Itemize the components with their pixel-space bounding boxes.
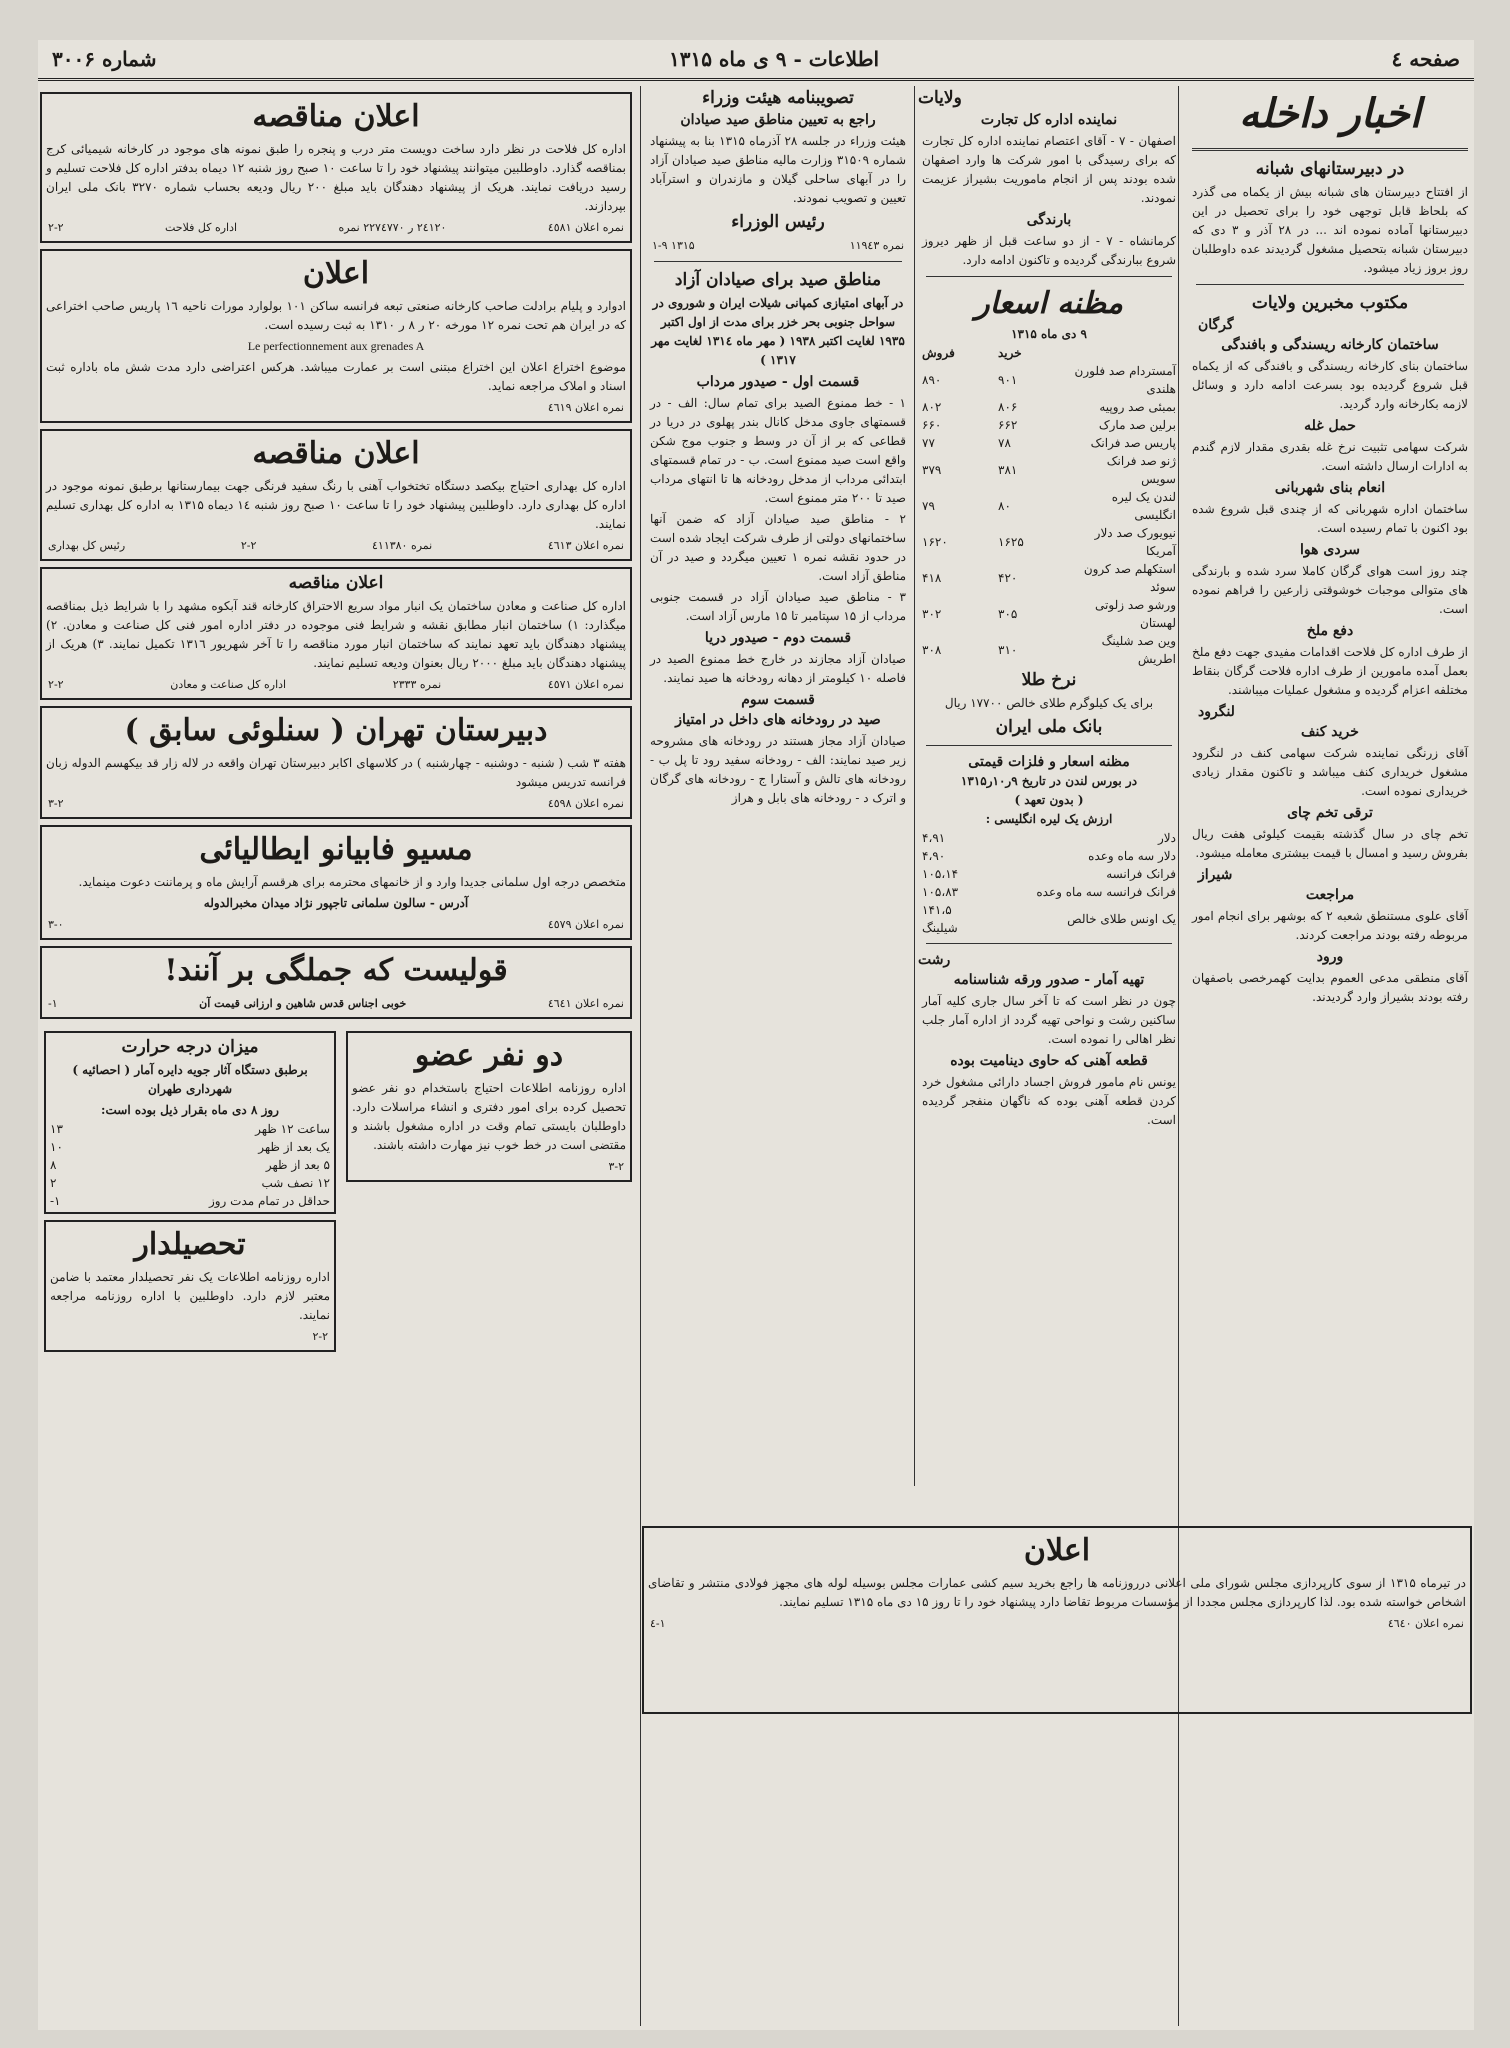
ad-body: ادوارد و پلیام برادلت صاحب کارخانه صنعتی تبعه فرانسه ساکن ۱۰۱ بولوارد مورات ناحیه ۱٦ پاریس صاحب اختراعی که در ایران هم تحت نمره ۱۲ مورخه ۲۰ ر ۸ ر ۱۳۱۰ به ثبت رسیده است. [46,299,626,332]
city-heading: لنگرود [1198,704,1235,720]
ad-patent [40,249,632,423]
article-body: آقای زرنگی نماینده شرکت سهامی کنف در لنگرود مشغول خریداری کنف میباشد و تاکنون مقدار زیادی خریداری نموده است. [1192,746,1468,798]
part-heading: قسمت اول - صیدور مرداب [696,374,860,390]
ad-code: ۲-۲ [240,539,257,552]
table-row [918,524,1180,560]
article-title: قطعه آهنی که حاوی دینامیت بوده [950,1053,1148,1069]
official-title: مظنه اسعار و فلزات قیمتی [968,754,1130,770]
provinces-rates-column [918,86,1180,1486]
ad-dept: اداره کل صناعت و معادن [170,678,287,691]
row-value-sell: ۴۱۸ [922,571,942,585]
ad-school [40,706,632,819]
ad-title: اعلان [302,256,370,291]
row-value-buy: ۴۲۰ [998,571,1018,585]
section-heading: مکتوب مخبرین ولایات [1251,293,1409,313]
row-value-sell: ۳۷۹ [922,463,942,477]
domestic-news-column [1188,86,1472,2026]
ad-tender-health [40,429,632,561]
article-title: ترقی تخم چای [1287,805,1373,821]
article-body: یونس نام مامور فروش اجساد دارائی مشغول خرد کردن قطعه آهنی بوده که ناگهان منفجر گردیده است. [922,1075,1176,1127]
ad-tender-industry [40,567,632,700]
table-row [918,847,1180,865]
row-value-buy: ۳۸۱ [998,463,1018,477]
decree-column [646,86,910,1686]
row-value-v: ۲ [50,1176,57,1190]
ad-number: نمره اعلان ٤٥۷۹ [547,918,624,931]
ad-body: متخصص درجه اول سلمانی جدیدا وارد و از خانمهای محترمه برای هرقسم آرایش ماه و پرماننت دعوت مینماید. [78,875,626,889]
ad-row-left [42,1025,338,1358]
row-label: برلین صد مارک [1098,418,1176,432]
table-row [46,1156,334,1174]
row-label: ۵ بعد از ظهر [265,1158,330,1172]
ad-number: نمره اعلان ٤٥۷۱ [547,678,624,691]
row-label: فرانک فرانسه سه ماه وعده [1036,885,1176,899]
ads-column [38,86,634,2026]
article-title: نماینده اداره کل تجارت [980,112,1118,128]
row-value-sell: ۷۷ [922,436,935,450]
ad-footer [48,915,624,934]
ad-collector [44,1220,336,1352]
no-commitment: ( بدون تعهد ) [1014,793,1084,807]
ad-title: دبیرستان تهران ( سنلوئی سابق ) [124,713,548,748]
divider [926,276,1172,277]
row-label: ۱۲ نصف شب [261,1176,330,1190]
ad-shahin [40,946,632,1019]
ad-body: اداره روزنامه اطلاعات یک نفر تحصیلدار معتمد با ضامن معتبر لازم دارد. داوطلبین با اداره روزنامه مراجعه نمایند. [50,1270,330,1322]
table-row [46,1120,334,1138]
ad-number: نمره اعلان ٤٦٤۱ [547,997,624,1010]
ad-code: ۲-۲ [48,221,64,234]
table-row [918,596,1180,632]
ad-number: نمره اعلان ٤٦۱۳ [547,539,624,552]
ad-code: ۳-۰ [48,918,64,931]
buy-header: خرید [998,346,1022,360]
table-row [918,560,1180,596]
row-value-sell: ۸۹۰ [922,373,942,387]
ad-code: ۳-۲ [48,797,64,810]
article-body: از طرف اداره کل فلاحت اقدامات مفیدی جهت دفع ملخ بعمل آمده مامورین از طرف اداره فلاحت گرگان بنقاط مختلفه اعزام گردیده و مشغول عملیات میباشند. [1192,645,1468,697]
divider [654,261,902,262]
london-table [918,829,1180,937]
table-row [918,452,1180,488]
temperature-box [44,1031,336,1214]
row-value-v: ۱۳ [50,1122,63,1136]
row-value-buy: ۱۶۲۵ [998,535,1024,549]
decree-footer [652,236,904,255]
ad-body: اداره کل فلاحت در نظر دارد ساخت دویست متر درب و پنجره را طبق نمونه های موجود در کارخانه شیمیائی کرج بمناقصه گذارد. داوطلبین میتوانند پیشنهاد خود را تا ساعت ۱۰ صبح روز شنبه ۱۲ دیماه بدفتر اداره کل فلاحت تسلیم و رسید دریافت نمایند. هریک از پیشنهاد دهندگان باید مبلغ ۲۰۰ ریال ودیعه بحساب شماره ۳۲۷۰ بانک ملی ایران بپردازند. [46,142,627,213]
ad-two-members [346,1031,632,1182]
column-rule [640,86,641,2026]
ad-footer [52,1327,328,1346]
page-header [38,40,1474,81]
row-value-buy: ۸۰ [998,499,1011,513]
ad-title: دو نفر عضو [414,1038,564,1073]
ad-body: در تیرماه ۱۳۱۵ از سوی کارپردازی مجلس شورای ملی اعلانی درروزنامه ها راجع بخرید سیم کشی عمارات مجلس بوسیله لوله های مجهز فولادی منتشر و تقاضای اشخاص خواسته شده بود. لذا کارپردازی مجلس مجددا از مؤسسات مربوط تقاضا دارد پیشنهاد خود را تا روز ۱۵ دی ماه ۱۳۱۵ تسلیم نمایند. [648,1576,1466,1609]
article-body: ۳ - مناطق صید صیادان آزاد در قسمت جنوبی مرداب از ۱۵ سپتامبر تا ۱۵ مارس آزاد است. [650,590,906,623]
ad-code: ۲-۲ [312,1330,328,1343]
ad-dept: اداره کل فلاحت [164,221,238,234]
table-header [918,344,1180,362]
table-row [46,1192,334,1210]
ad-body: خوبی اجناس قدس شاهین و ارزانی قیمت آن [199,997,407,1010]
table-row [918,434,1180,452]
ad-footer [650,1614,1464,1633]
gold-title: نرخ طلا [1021,670,1077,690]
ad-title: اعلان مناقصه [252,99,420,134]
article-body: هیئت وزراء در جلسه ۲۸ آذرماه ۱۳۱۵ بنا به پیشنهاد شماره ۳۱۵۰۹ وزارت مالیه مناطق صید صیادان آزاد را در آبهای ساحلی گیلان و مازندران و استرآباد تعیین و تصویب نمودند. [650,134,906,205]
article-body: شرکت سهامی تثبیت نرخ غله بقدری مقدار لازم گندم به ادارات ارسال داشته است. [1192,440,1468,473]
article-body: اصفهان - ۷ - آقای اعتصام نماینده اداره کل تجارت که برای رسیدگی با امور شرکت ها وارد اصفهان شده بودند پس از انجام ماموریت بشیراز عزیمت نمودند. [922,134,1176,205]
ad-footer [48,398,624,417]
row-value-buy: ۹۰۱ [998,373,1018,387]
ad-body: هفته ۳ شب ( شنبه - دوشنبه - چهارشنبه ) در کلاسهای اکابر دبیرستان تهران واقعه در لاله زار قد بیکهسم الدوله زبان فرانسه تدریس میشود [46,756,626,789]
newspaper-title: اطلاعات - ۹ ی ماه ۱۳۱۵ [669,47,880,71]
table-row [918,398,1180,416]
article-body: ۱ - خط ممنوع الصید برای تمام سال: الف - در قسمتهای جاوی مدخل کانال بندر پهلوی در دریا در قطاعی که بر از آن در وسط و جنوب موج شکن واقع است صید ممنوع است. ب - در تمام قسمتهای ابتدائی مرداب از مدخل رودخانه ها تا انتهای مرداب صید تا ۲۰۰ متر ممنوع است. [650,396,906,505]
row-value-v: ۱۰۵،۸۳ [922,885,959,899]
ad-row-right [344,1025,634,1358]
ad-title: اعلان مناقصه [288,573,384,593]
part-heading: قسمت دوم - صیدور دریا [704,630,852,646]
ad-footer [354,1157,624,1176]
divider [1196,284,1464,285]
row-value-buy: ۸۰۶ [998,400,1018,414]
table-row [918,865,1180,883]
ad-footer [48,536,624,555]
bank-name: بانک ملی ایران [995,717,1103,737]
divider [926,745,1172,746]
article-title: در دبیرستانهای شبانه [1255,159,1405,179]
gold-rate: برای یک کیلوگرم طلای خالص ۱۷۷۰۰ ریال [944,696,1154,710]
ad-title: مسیو فابیانو ایطالیائی [199,832,473,867]
row-label: دلار [1158,831,1176,845]
ad-code: ۱-٤ [650,1617,666,1630]
article-body: تخم چای در سال گذشته بقیمت کیلوئی هفت ریال بفروش رسید و امسال با قیمت بیشتری معامله میشود. [1192,827,1468,860]
ad-title: اعلان [1023,1533,1091,1568]
row-value-sell: ۶۶۰ [922,418,942,432]
article-title: دفع ملخ [1306,623,1354,639]
ad-footer [48,994,624,1013]
row-label: ژنو صد فرانک سویس [1106,454,1176,486]
row-value-sell: ۳۰۲ [922,607,942,621]
row-value-buy: ۷۸ [998,436,1011,450]
city-heading: گرگان [1198,317,1234,333]
row-value-v: ۱۰۵،۱۴ [922,867,959,881]
article-body: ساختمان بنای کارخانه ریسندگی و بافندگی که از یکماه قبل شروع گردیده بود بسرعت ادامه دارد و وسائل لازمه بکارخانه وارد گردید. [1192,359,1468,411]
issue-number: شماره ۳۰۰۶ [52,47,157,71]
table-row [46,1174,334,1192]
article-title: تهیه آمار - صدور ورقه شناسنامه [953,972,1145,988]
ad-title: میزان درجه حرارت [121,1037,259,1057]
table-row [46,1138,334,1156]
row-label: نیویورک صد دلار آمریکا [1094,526,1176,558]
row-label: آمستردام صد فلورن هلندی [1074,364,1176,396]
ad-address: آدرس - سالون سلمانی تاجپور نژاد میدان مخبرالدوله [203,896,469,910]
london-title: در بورس لندن در تاریخ ۹ر۱۰ر۱۳۱۵ [960,774,1138,788]
article-title: سردی هوا [1299,542,1361,558]
decree-date: ۱۳۱۵ ۱-۹ [652,239,695,252]
article-title: انعام بنای شهربانی [1274,480,1386,496]
rates-title: مظنه اسعار [975,286,1123,321]
row-value-sell: ۷۹ [922,499,935,513]
ad-number: نمره اعلان ٤٦۱۹ [547,401,624,414]
row-label: ساعت ۱۲ ظهر [255,1122,330,1136]
row-label: استکهلم صد کرون سوئد [1083,562,1176,594]
ad-number: نمره اعلان ٤٥۸۱ [547,221,624,234]
row-value-buy: ۳۰۵ [998,607,1018,621]
ad-dept: رئیس کل بهداری [48,539,126,552]
ad-title: تحصیلدار [134,1227,246,1262]
patent-name: Le perfectionnement aux grenades A [247,339,425,353]
ad-number: نمره اعلان ٤٥۹۸ [547,797,624,810]
part-heading: صید در رودخانه های داخل در امتیاز [675,712,881,728]
row-value-v: ۱۰ [50,1140,63,1154]
temperature-source: برطبق دستگاه آثار جویه دایره آمار ( احصائیه ) شهرداری طهران [72,1063,308,1096]
ad-number: نمره اعلان ٤٦٤۰ [1387,1617,1464,1630]
article-title: ساختمان کارخانه ریسندگی و بافندگی [1221,337,1439,353]
rates-table [918,344,1180,668]
rates-date: ۹ دی ماه ۱۳۱۵ [1011,327,1087,341]
article-title: مراجعت [1305,887,1355,903]
ad-parliament [642,1526,1472,1714]
article-body: چند روز است هوای گرگان کاملا سرد شده و بارندگی های متوالی موجبات خوشوقتی زارعین را فراهم نموده است. [1192,564,1468,616]
article-title: ورود [1316,949,1344,965]
row-value-v: ۴،۹۰ [922,849,946,863]
table-row [918,488,1180,524]
article-title: مناطق صید برای صیادان آزاد [674,270,882,290]
table-row [918,362,1180,398]
ad-body: اداره کل صناعت و معادن ساختمان یک انبار مواد سریع الاحتراق کارخانه قند آبکوه مشهد را با شرایط ذیل بمناقصه میگذارد: ۱) ساختمان انبار مطابق نقشه و شرایط فنی موجوده در دفتر اداره امور فنی کل صناعت و معادن. ۲) پیشنهاد دهندگان باید تعهد نمایند که ساختمان انبار مورد مناقصه را تا آخر شهریور ۱۳۱٦ تکمیل نمایند. ۳) هریک از پیشنهاد دهندگان باید مبلغ ۲۰۰۰ ریال بعنوان ودیعه تسلیم نمایند. [46,599,627,670]
table-row [918,416,1180,434]
row-label: بمبئی صد روپیه [1099,400,1176,414]
table-row [918,829,1180,847]
newspaper-page [38,40,1474,2030]
article-title: خرید کنف [1301,724,1359,740]
ad-ref: ۲٤۱۲۰ ر ۲۲۷٤۷۷۰ نمره [338,221,447,234]
article-body: کرمانشاه - ۷ - از دو ساعت قبل از ظهر دیروز شروع ببارندگی گردیده و تاکنون ادامه دارد. [922,234,1176,267]
article-body: صیادان آزاد مجاز هستند در رودخانه های مشروحه زیر صید نمایند: الف - رودخانه سفید رود تا پل ب - رودخانه های تالش و آستارا ج - رودخانه های گرگان و اترک د - رودخانه های بابل و هراز [650,734,906,805]
part-heading: قسمت سوم [741,692,815,708]
row-value-sell: ۱۶۲۰ [922,535,948,549]
row-value-v: ۴،۹۱ [922,831,946,845]
ad-footer [48,218,624,237]
ad-code: ۲-۲ [48,678,64,691]
article-body: ۲ - مناطق صید صیادان آزاد که ضمن آنها ساختمانهای دولتی از طرف شرکت ایجاد شده است در حدود نقشه نمره ۱ تعیین میگردد و صید در آن مناطق آزاد است. [650,512,906,583]
temperature-day: روز ۸ دی ماه بقرار ذیل بوده است: [101,1103,279,1117]
decree-number: نمره ۱۱۹٤۳ [849,239,904,252]
divider [1192,148,1468,151]
ad-code: ۱- [48,997,58,1010]
row-label: پاریس صد فرانک [1090,436,1176,450]
article-body: ساختمان اداره شهربانی که از چندی قبل شروع شده بود اکنون با تمام رسیده است. [1192,502,1468,535]
divider [926,943,1172,944]
article-body: صیادان آزاد مجازند در خارج خط ممنوع الصید در فاصله ۱۰ کیلومتر از دهانه رودخانه ها صید نمایند. [650,652,906,685]
row-value-sell: ۸۰۲ [922,400,942,414]
article-body: آقای منطقی مدعی العموم بدایت کهمرخصی باصفهان رفته بودند بشیراز وارد گردیدند. [1192,971,1468,1004]
ad-ref: نمره ۲۳۳۳ [392,678,442,691]
section-heading: ولایات [918,88,962,108]
section-title: اخبار داخله [1239,90,1421,137]
row-value-sell: ۳۰۸ [922,643,942,657]
article-body: از افتتاح دبیرستان های شبانه بیش از یکماه می گذرد که بلحاظ قابل توجهی خود را برای تحصیل در این دبیرستانها آماده نموده اند ... در ۲۸ آذر و ۳ دی که دبیرستان شبانه بتحصیل مشغول گردیدند عده داوطلبان روز بروز زیاد میشود. [1192,185,1468,275]
ad-footer [48,675,624,694]
row-value-v: ۱۴۱،۵ شیلینگ [922,903,958,935]
article-intro: در آبهای امتیازی کمپانی شیلات ایران و شوروی در سواحل جنوبی بحر خزر برای مدت از اول اکتبر ۱۹۳۵ لغایت اکتبر ۱۹۳۸ ( مهر ماه ۱۳۱٤ لغایت مهر ۱۳۱۷ ) [651,296,905,367]
column-rule [914,86,915,1486]
article-body: چون در نظر است که تا آخر سال جاری کلیه آمار ساکنین رشت و نواحی تهیه گردد از اداره آمار جلب نظر اهالی را نموده است. [922,994,1176,1046]
row-value-v: ۸ [50,1158,57,1172]
row-label: یک اونس طلای خالص [1067,912,1176,926]
row-label: حداقل در تمام مدت روز [208,1194,330,1208]
row-value-buy: ۶۶۲ [998,418,1018,432]
temperature-table [46,1120,334,1210]
ad-footer [48,794,624,813]
ad-title: قولیست که جملگی بر آنند! [164,953,508,988]
table-row [918,883,1180,901]
table-row [918,901,1180,937]
city-heading: رشت [918,952,951,968]
ad-title: اعلان مناقصه [252,436,420,471]
row-label: فرانک فرانسه [1106,867,1176,881]
ad-row [38,1025,634,1358]
article-body: آقای علوی مستنطق شعبه ۲ که بوشهر برای انجام امور مربوطه رفته بودند مراجعت کردند. [1192,909,1468,942]
signature: رئیس الوزراء [731,212,825,232]
ad-body: اداره کل بهداری احتیاج بیکصد دستگاه تختخواب آهنی با رنگ سفید فرنگی جهت بیمارستانها برطبق نمونه موجود در اداره کل بهداری دارد. داوطلبین پیشنهاد خود را تا ساعت ۱۰ صبح روز شنبه ۱٤ دیماه ۱۳۱۵ به اداره کل بهداری تسلیم نمایند. [46,479,626,531]
ad-ref: نمره ٤۱۱۳۸۰ [372,539,433,552]
row-label: دلار سه ماه وعده [1088,849,1176,863]
ad-code: ۳-۲ [608,1160,624,1173]
ad-tender-agriculture [40,92,632,243]
pound-title: ارزش یک لیره انگلیسی : [985,812,1113,826]
article-title: تصویبنامه هیئت وزراء [702,88,854,108]
page-number: صفحه ٤ [1391,47,1460,71]
row-label: لندن یک لیره انگلیسی [1111,490,1176,522]
article-subtitle: راجع به تعیین مناطق صید صیادان [680,112,876,128]
sell-header: فروش [922,346,955,360]
ad-barber [40,825,632,940]
article-title: حمل غله [1304,418,1356,434]
row-label: ورشو صد زلوتی لهستان [1095,598,1176,630]
row-value-buy: ۳۱۰ [998,643,1018,657]
city-heading: شیراز [1198,867,1233,883]
row-value-v: -۱ [50,1194,61,1208]
table-row [918,632,1180,668]
ad-body: اداره روزنامه اطلاعات احتیاج باستخدام دو نفر عضو تحصیل کرده برای امور دفتری و انشاء مراسلات دارد. داوطلبان بایستی تمام وقت در اداره مشغول باشند و مقتضی است در خط خوب نیز مهارت داشته باشند. [352,1081,626,1152]
article-title: بارندگی [1026,212,1072,228]
ad-body: موضوع اختراع اعلان این اختراع مبتنی است بر عمارت میباشد. هرکس اعتراضی دارد مدت شش ماه باداره ثبت اسناد و املاک مراجعه نماید. [46,360,626,393]
row-label: وین صد شلینگ اطریش [1101,634,1176,666]
row-label: یک بعد از ظهر [258,1140,330,1154]
